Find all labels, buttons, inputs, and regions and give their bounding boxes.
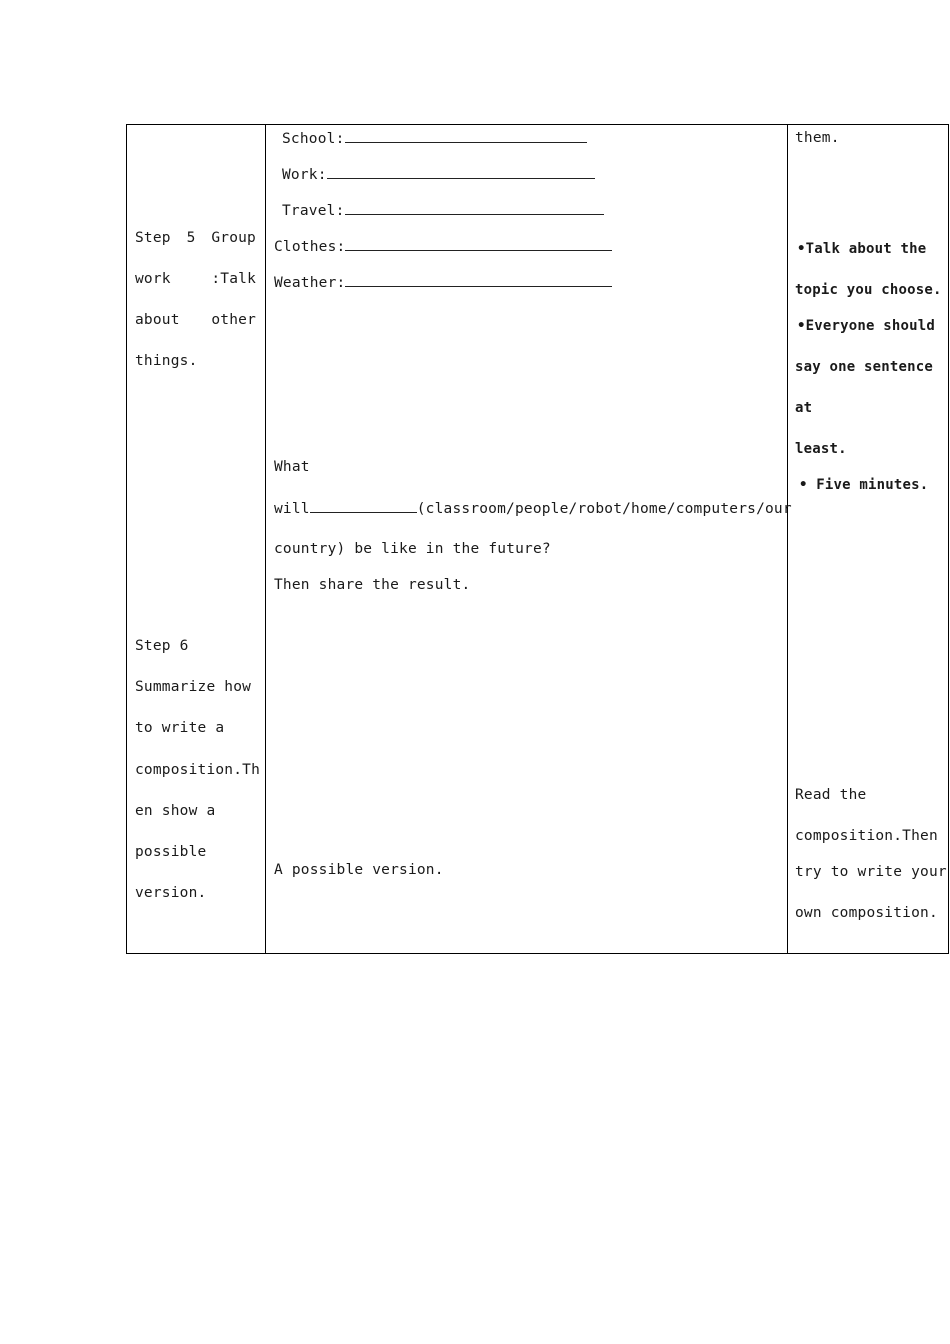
- question-line2: [274, 499, 792, 518]
- step5-word-talk: :Talk: [211, 271, 256, 287]
- question-line3: country) be like in the future?: [274, 541, 551, 557]
- step6-line: en show a: [135, 803, 216, 819]
- step5-word-step: Step: [135, 230, 171, 246]
- question-options: (classroom/people/robot/home/computers/our: [416, 501, 792, 517]
- travel-field: [282, 201, 604, 220]
- step5-line2: [135, 270, 256, 288]
- step5-word-about: about: [135, 312, 180, 328]
- work-blank: [327, 165, 595, 179]
- question-blank: [310, 499, 417, 513]
- read-line2: composition.Then: [795, 828, 938, 844]
- work-label: Work:: [282, 167, 327, 183]
- question-will: will: [274, 501, 310, 517]
- clothes-field: [274, 237, 612, 256]
- travel-blank: [345, 201, 604, 215]
- bullet-everyone-line1: •Everyone should: [797, 318, 936, 334]
- possible-version-label: A possible version.: [274, 862, 444, 878]
- step6-line: to write a: [135, 720, 225, 736]
- step6-line: possible: [135, 844, 207, 860]
- step6-line: Step 6: [135, 638, 189, 654]
- question-line1: What: [274, 459, 310, 475]
- read-line4: own composition.: [795, 905, 938, 921]
- step5-word-work: work: [135, 271, 171, 287]
- school-label: School:: [282, 131, 345, 147]
- clothes-label: Clothes:: [274, 239, 346, 255]
- weather-blank: [345, 273, 612, 287]
- step6-line: version.: [135, 885, 207, 901]
- bullet-talk-line2: topic you choose.: [795, 282, 942, 298]
- weather-label: Weather:: [274, 275, 346, 291]
- clothes-blank: [345, 237, 612, 251]
- work-field: [282, 165, 595, 184]
- school-blank: [345, 129, 587, 143]
- column-divider-1: [265, 125, 266, 953]
- bullet-everyone-line4: least.: [795, 441, 847, 457]
- step6-line: composition.Th: [135, 762, 261, 778]
- step5-line1: [135, 229, 256, 247]
- them-text: them.: [795, 130, 840, 146]
- column-divider-2: [787, 125, 788, 953]
- bullet-five-minutes: • Five minutes.: [799, 477, 929, 493]
- weather-field: [274, 273, 612, 292]
- step5-word-group: Group: [211, 230, 256, 246]
- step5-word-number: 5: [186, 230, 196, 246]
- step6-line: Summarize how: [135, 679, 252, 695]
- bullet-everyone-line2: say one sentence: [795, 359, 934, 375]
- step5-line3: [135, 311, 256, 329]
- school-field: [282, 129, 587, 148]
- read-line1: Read the: [795, 787, 867, 803]
- question-line4: Then share the result.: [274, 577, 471, 593]
- step5-word-other: other: [211, 312, 256, 328]
- travel-label: Travel:: [282, 203, 345, 219]
- bullet-talk-line1: •Talk about the: [797, 241, 927, 257]
- bullet-everyone-line3: at: [795, 400, 813, 416]
- read-line3: try to write your: [795, 864, 947, 880]
- step5-line4: things.: [135, 353, 198, 369]
